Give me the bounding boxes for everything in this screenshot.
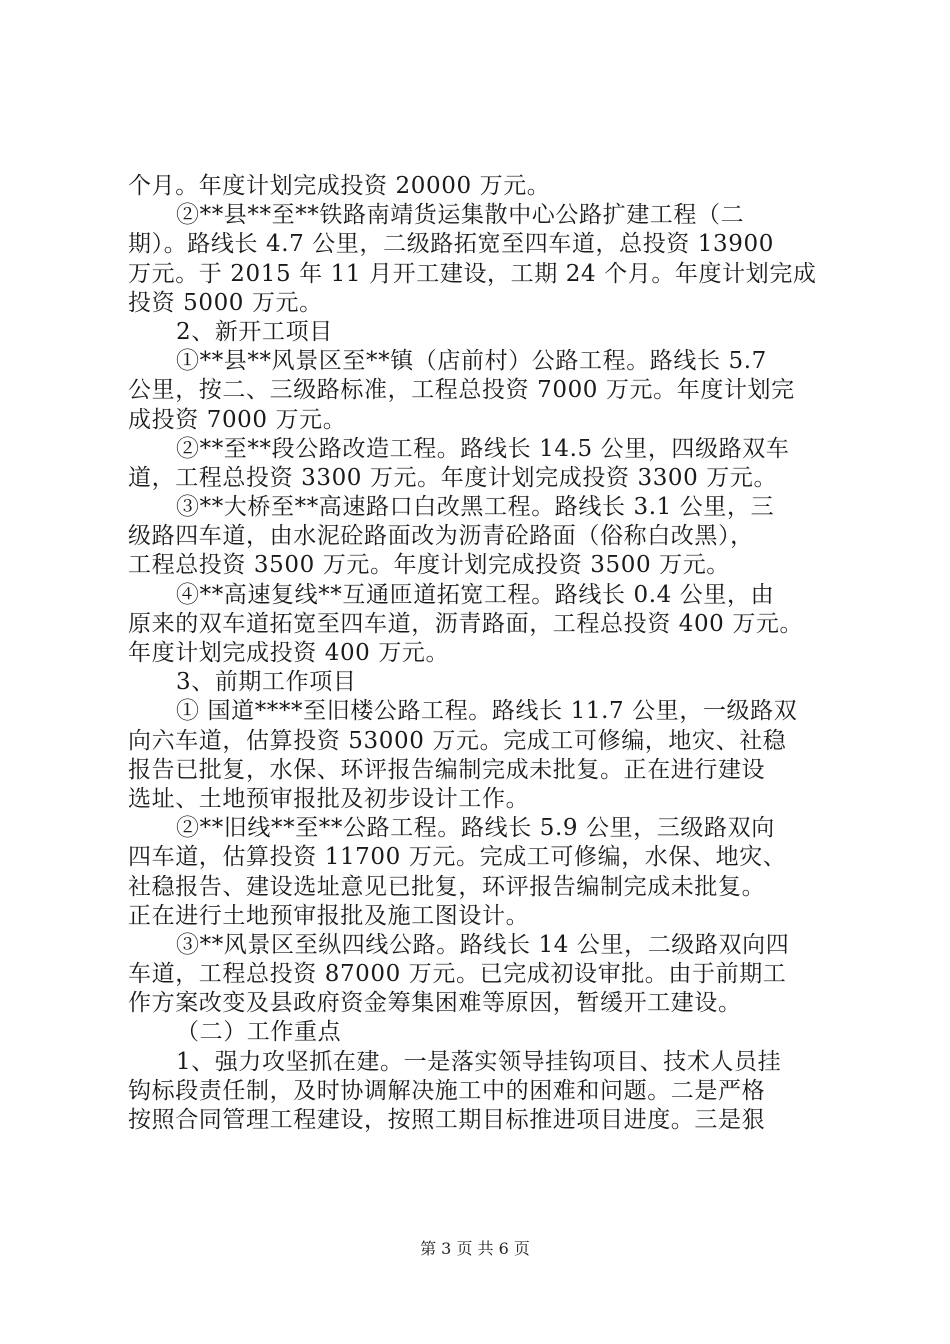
text-line: 年度计划完成投资 400 万元。 <box>128 640 450 666</box>
text-line: 四车道，估算投资 11700 万元。完成工可修编，水保、地灾、 <box>128 844 787 871</box>
text-line: 1、强力攻坚抓在建。一是落实领导挂钩项目、技术人员挂 <box>176 1048 782 1075</box>
text-line: 工程总投资 3500 万元。年度计划完成投资 3500 万元。 <box>128 552 730 579</box>
text-line: 万元。于 2015 年 11 月开工建设，工期 24 个月。年度计划完成 <box>128 260 817 287</box>
text-line: ④**高速复线**互通匝道拓宽工程。路线长 0.4 公里，由 <box>176 581 775 608</box>
text-line: 向六车道，估算投资 53000 万元。完成工可修编，地灾、社稳 <box>128 727 787 754</box>
text-line: 选址、土地预审报批及初步设计工作。 <box>128 785 530 812</box>
text-line: ①**县**风景区至**镇（店前村）公路工程。路线长 5.7 <box>176 348 767 375</box>
text-line: ③**大桥至**高速路口白改黑工程。路线长 3.1 公里，三 <box>176 494 775 521</box>
text-line: 级路四车道，由水泥砼路面改为沥青砼路面（俗称白改黑）， <box>128 523 754 550</box>
text-line: 正在进行土地预审报批及施工图设计。 <box>128 902 530 929</box>
document-body <box>128 172 852 1135</box>
text-line: 3、前期工作项目 <box>176 669 357 696</box>
text-line: ③**风景区至纵四线公路。路线长 14 公里，二级路双向四 <box>176 931 790 958</box>
text-line: 按照合同管理工程建设，按照工期目标推进项目进度。三是狠 <box>128 1107 766 1133</box>
text-line: 原来的双车道拓宽至四车道，沥青路面，工程总投资 400 万元。 <box>128 610 804 637</box>
text-line: 钩标段责任制，及时协调解决施工中的困难和问题。二是严格 <box>128 1077 766 1104</box>
text-line: 成投资 7000 万元。 <box>128 406 347 433</box>
text-line: 社稳报告、建设选址意见已批复，环评报告编制完成未批复。 <box>128 873 766 900</box>
text-line: 期）。路线长 4.7 公里，二级路拓宽至四车道，总投资 13900 <box>128 231 774 258</box>
text-line: 投资 5000 万元。 <box>128 289 323 316</box>
text-line: 道，工程总投资 3300 万元。年度计划完成投资 3300 万元。 <box>128 464 778 491</box>
text-line: ②**县**至**铁路南靖货运集散中心公路扩建工程（二 <box>176 202 745 229</box>
text-line: ① 国道****至旧楼公路工程。路线长 11.7 公里，一级路双 <box>176 698 798 725</box>
text-line: ②**至**段公路改造工程。路线长 14.5 公里，四级路双车 <box>176 435 790 462</box>
text-line: ②**旧线**至**公路工程。路线长 5.9 公里，三级路双向 <box>176 815 775 842</box>
text-line: 个月。年度计划完成投资 20000 万元。 <box>128 173 551 199</box>
text-line: 报告已批复，水保、环评报告编制完成未批复。正在进行建设 <box>128 756 766 783</box>
text-line: 车道，工程总投资 87000 万元。已完成初设审批。由于前期工 <box>128 961 787 988</box>
text-line: 作方案改变及县政府资金筹集困难等原因，暂缓开工建设。 <box>128 990 742 1017</box>
text-line: 2、新开工项目 <box>176 318 333 345</box>
text-line: 公里，按二、三级路标准，工程总投资 7000 万元。年度计划完 <box>128 377 795 404</box>
text-line: （二）工作重点 <box>176 1019 342 1046</box>
page-footer: 第 3 页 共 6 页 <box>420 1239 530 1258</box>
